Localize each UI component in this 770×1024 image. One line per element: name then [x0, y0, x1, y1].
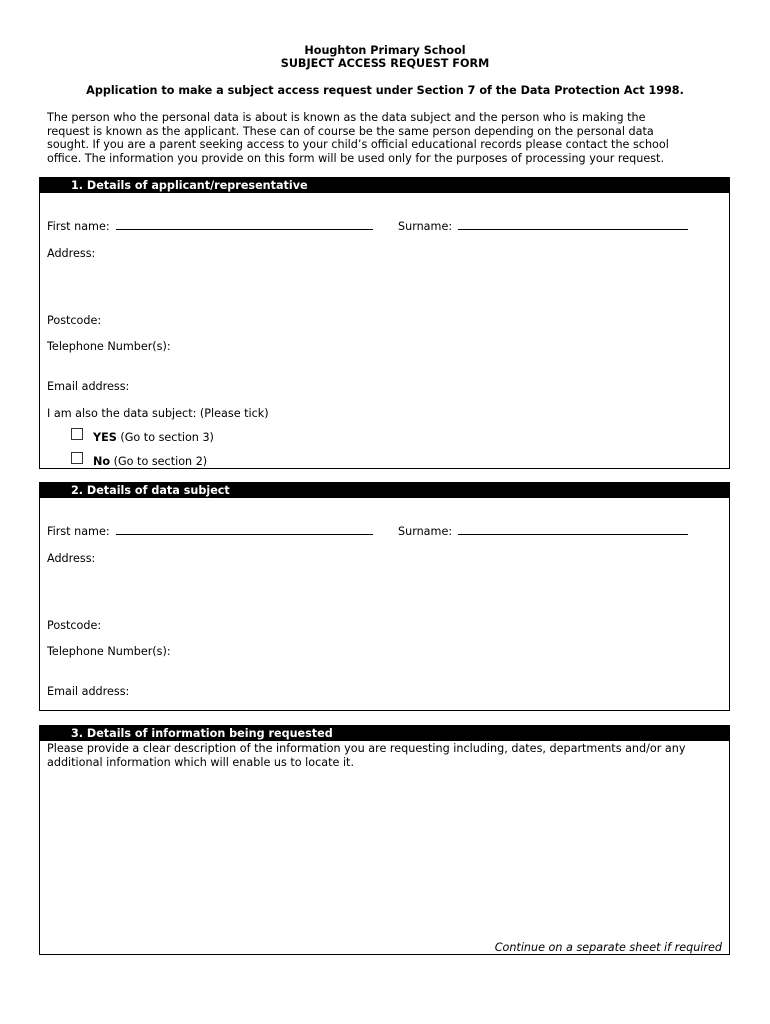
- postcode-label: Postcode:: [47, 619, 102, 632]
- surname-label: Surname:: [398, 525, 453, 538]
- section-title: 2. Details of data subject: [40, 483, 729, 498]
- yes-option: [93, 431, 214, 444]
- telephone-label: Telephone Number(s):: [47, 645, 171, 658]
- surname-field[interactable]: [398, 220, 688, 233]
- intro-line: sought. If you are a parent seeking access to your child’s official educational records please contact the school: [47, 138, 669, 151]
- no-label: No: [93, 455, 111, 468]
- intro-line: request is known as the applicant. These can of course be the same person depending on the personal data: [47, 124, 654, 138]
- description-line: additional information which will enable us to locate it.: [47, 755, 354, 769]
- surname-input[interactable]: [458, 525, 688, 535]
- no-option: [93, 455, 207, 468]
- address-label: Address:: [47, 552, 96, 565]
- no-checkbox[interactable]: [71, 452, 83, 464]
- surname-field[interactable]: [398, 525, 688, 538]
- first-name-field[interactable]: [47, 220, 373, 233]
- section-title: 3. Details of information being requested: [40, 726, 729, 741]
- section-information-requested: [39, 725, 730, 955]
- application-heading: Application to make a subject access request under Section 7 of the Data Protection Act 1998.: [86, 84, 684, 97]
- yes-checkbox[interactable]: [71, 428, 83, 440]
- intro-line: office. The information you provide on this form will be used only for the purposes of processing your request.: [47, 151, 664, 165]
- continue-note: Continue on a separate sheet if required: [494, 941, 722, 954]
- yes-label: YES: [93, 431, 117, 444]
- form-title: SUBJECT ACCESS REQUEST FORM: [280, 57, 490, 70]
- first-name-input[interactable]: [116, 525, 373, 535]
- request-description: [47, 742, 727, 769]
- first-name-field[interactable]: [47, 525, 373, 538]
- surname-input[interactable]: [458, 220, 688, 230]
- school-name: Houghton Primary School: [304, 44, 466, 57]
- description-line: Please provide a clear description of the information you are requesting including, dates, departments and/or any: [47, 742, 686, 755]
- section-data-subject: [39, 482, 730, 711]
- email-label: Email address:: [47, 380, 130, 393]
- no-note: (Go to section 2): [110, 455, 208, 468]
- postcode-label: Postcode:: [47, 314, 102, 327]
- section-title: 1. Details of applicant/representative: [40, 178, 729, 193]
- first-name-label: First name:: [47, 220, 110, 233]
- address-label: Address:: [47, 247, 96, 260]
- email-label: Email address:: [47, 685, 130, 698]
- section-applicant: [39, 177, 730, 469]
- data-subject-question: I am also the data subject: (Please tick): [47, 407, 269, 420]
- first-name-label: First name:: [47, 525, 110, 538]
- intro-paragraph: [47, 111, 727, 165]
- yes-note: (Go to section 3): [116, 431, 214, 444]
- first-name-input[interactable]: [116, 220, 373, 230]
- intro-line: The person who the personal data is about is known as the data subject and the person who is making the: [47, 111, 646, 124]
- surname-label: Surname:: [398, 220, 453, 233]
- telephone-label: Telephone Number(s):: [47, 340, 171, 353]
